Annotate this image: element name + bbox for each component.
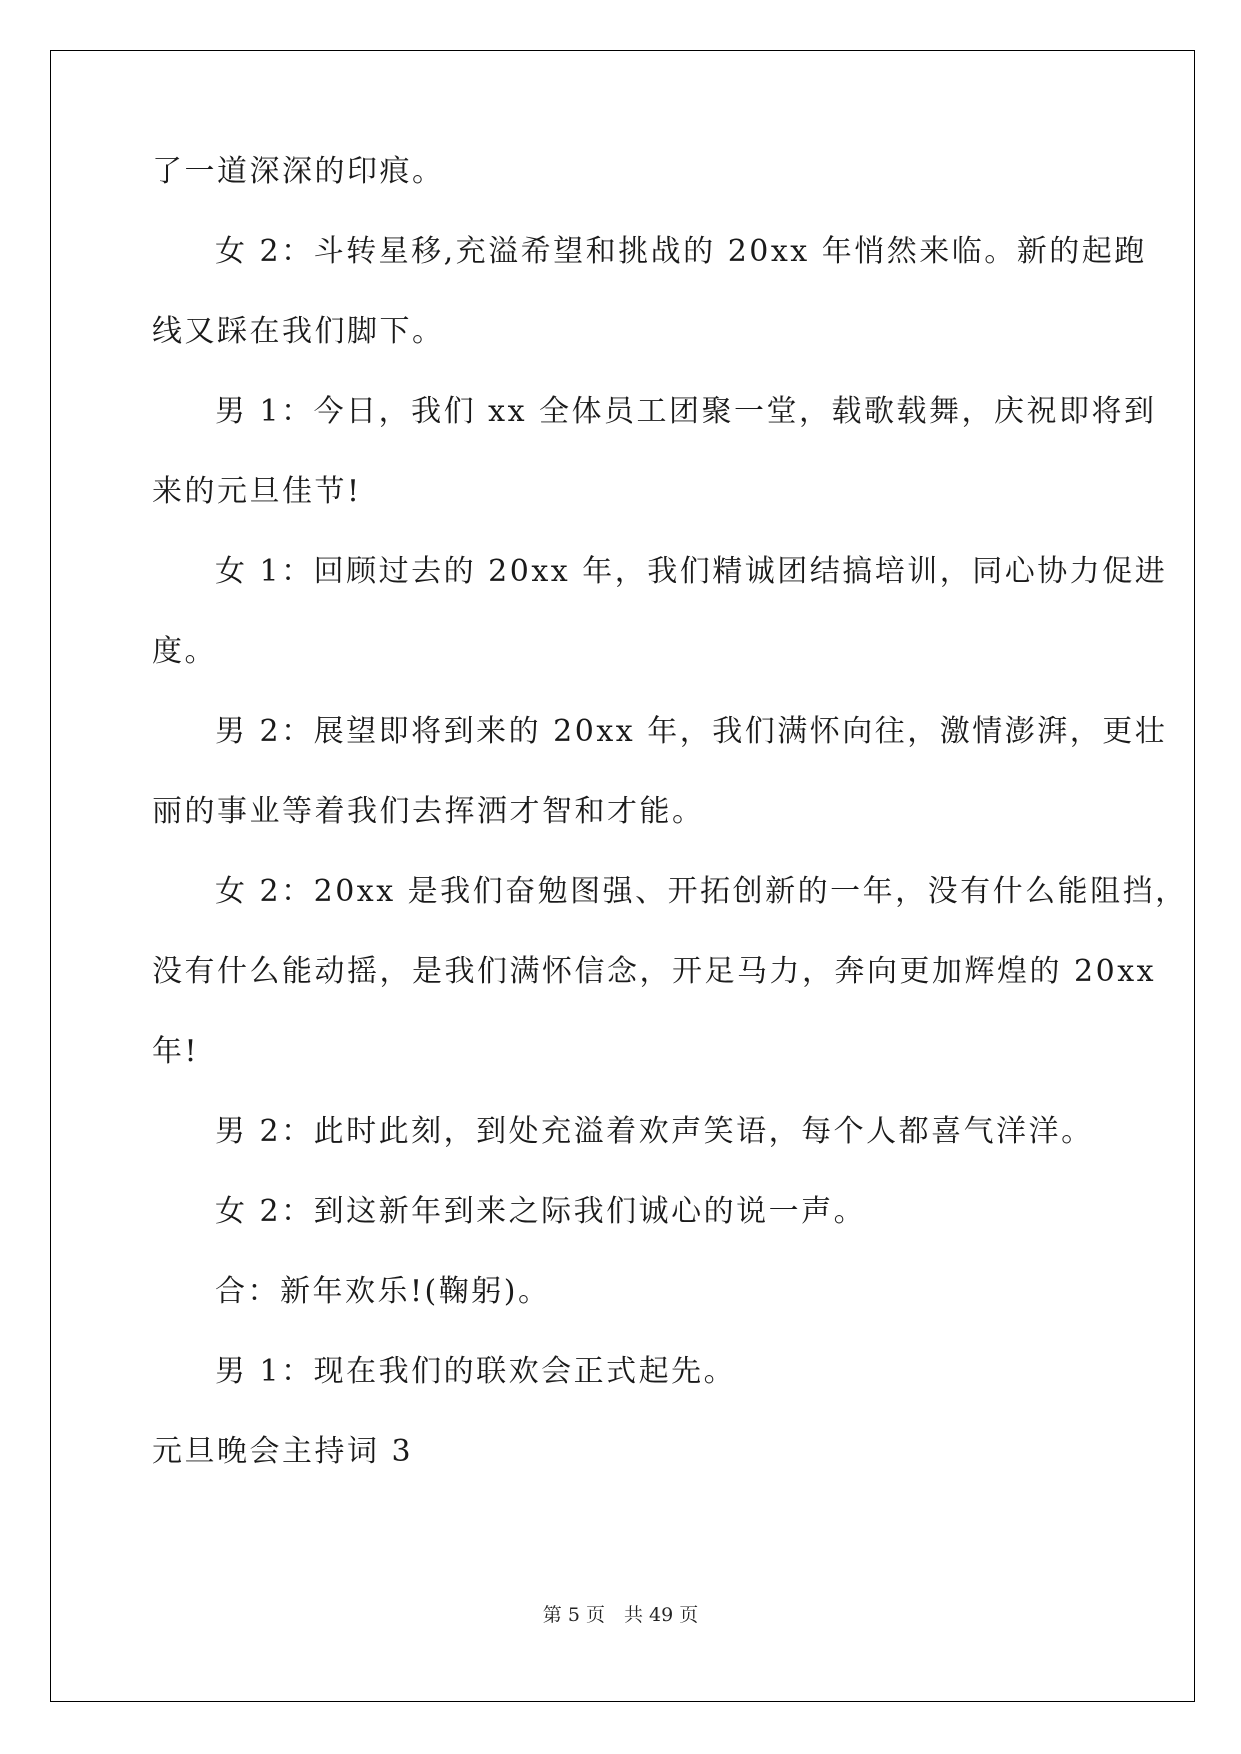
text-line: 女 2：20xx 是我们奋勉图强、开拓创新的一年，没有什么能阻挡， <box>215 874 1188 909</box>
text-line: 男 2：此时此刻，到处充溢着欢声笑语，每个人都喜气洋洋。 <box>215 1114 1094 1149</box>
text-line: 来的元旦佳节! <box>152 474 362 509</box>
text-line: 女 2：斗转星移,充溢希望和挑战的 20xx 年悄然来临。新的起跑 <box>215 234 1147 269</box>
text-line: 女 1：回顾过去的 20xx 年，我们精诚团结搞培训，同心协力促进 <box>215 554 1168 589</box>
text-line: 年! <box>152 1034 200 1069</box>
section-heading: 元旦晚会主持词 3 <box>152 1434 414 1469</box>
text-line: 女 2：到这新年到来之际我们诚心的说一声。 <box>215 1194 867 1229</box>
text-line: 合：新年欢乐!(鞠躬)。 <box>215 1274 551 1309</box>
text-line: 男 2：展望即将到来的 20xx 年，我们满怀向往，激情澎湃，更壮 <box>215 714 1168 749</box>
text-line: 度。 <box>152 634 217 669</box>
text-line: 男 1：今日，我们 xx 全体员工团聚一堂，载歌载舞，庆祝即将到 <box>215 394 1157 429</box>
text-line: 了一道深深的印痕。 <box>152 154 445 189</box>
text-line: 丽的事业等着我们去挥洒才智和才能。 <box>152 794 705 829</box>
page-number-footer: 第 5 页 共 49 页 <box>542 1604 699 1626</box>
text-line: 没有什么能动摇，是我们满怀信念，开足马力，奔向更加辉煌的 20xx <box>152 954 1157 989</box>
text-line: 线又踩在我们脚下。 <box>152 314 445 349</box>
text-line: 男 1：现在我们的联欢会正式起先。 <box>215 1354 737 1389</box>
